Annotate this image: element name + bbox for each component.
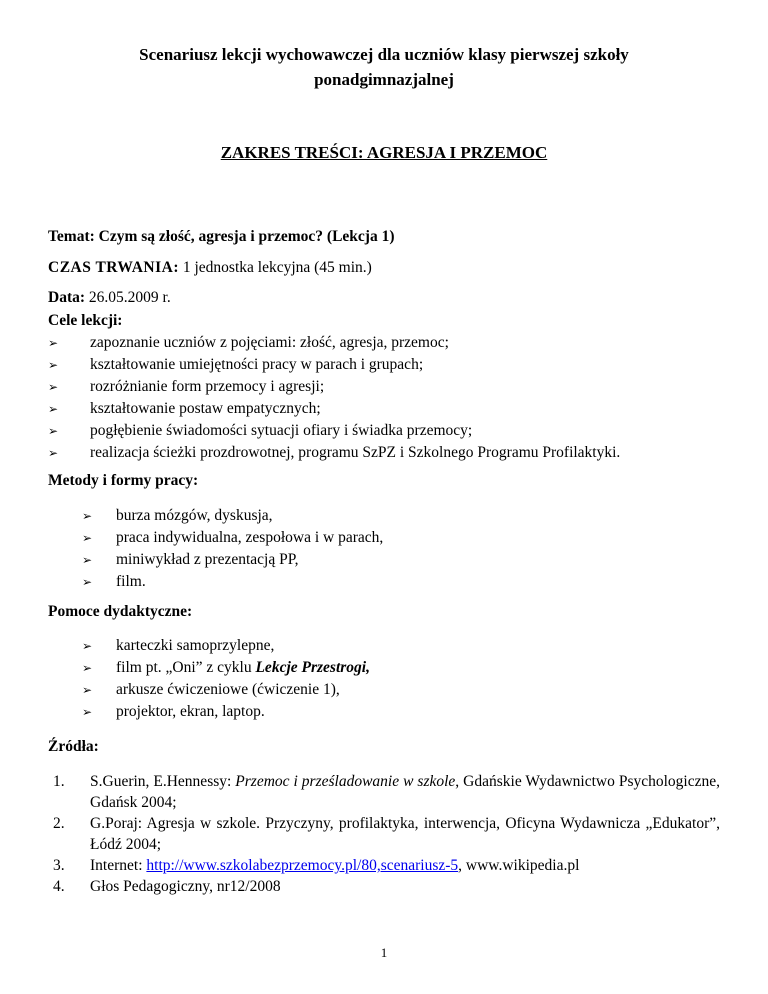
film-series-title: Lekcje Przestrogi, — [255, 659, 370, 676]
date-label: Data: — [48, 289, 86, 306]
list-item: ➢ pogłębienie świadomości sytuacji ofiary i świadka przemocy; — [48, 420, 620, 442]
list-item: ➢ kształtowanie umiejętności pracy w parach i grupach; — [48, 354, 620, 376]
sources-list — [48, 771, 720, 897]
source-link[interactable]: http://www.szkolabezprzemocy.pl/80,scenariusz-5 — [146, 857, 459, 874]
arrow-bullet-icon: ➢ — [82, 639, 93, 653]
arrow-bullet-icon: ➢ — [82, 509, 93, 523]
goals-list — [48, 332, 620, 464]
arrow-bullet-icon: ➢ — [82, 531, 93, 545]
page-number: 1 — [380, 945, 388, 960]
aids-list — [82, 635, 370, 723]
list-item: ➢ arkusze ćwiczeniowe (ćwiczenie 1), — [82, 679, 370, 701]
list-item: ➢ zapoznanie uczniów z pojęciami: złość, agresja, przemoc; — [48, 332, 620, 354]
arrow-bullet-icon: ➢ — [82, 705, 93, 719]
list-item: ➢ miniwykład z prezentacją PP, — [82, 549, 383, 571]
list-item: ➢ rozróżnianie form przemocy i agresji; — [48, 376, 620, 398]
arrow-bullet-icon: ➢ — [48, 380, 59, 394]
list-item: 2. G.Poraj: Agresja w szkole. Przyczyny, profilaktyka, interwencja, Oficyna Wydawnicza „Edukator”, Łódź 2004; — [53, 815, 720, 853]
arrow-bullet-icon: ➢ — [48, 358, 59, 372]
duration-value: 1 jednostka lekcyjna (45 min.) — [178, 259, 372, 276]
arrow-bullet-icon: ➢ — [82, 575, 93, 589]
date-value: 26.05.2009 r. — [85, 289, 171, 306]
document-title — [60, 42, 708, 92]
list-item: ➢ realizacja ścieżki prozdrowotnej, programu SzPZ i Szkolnego Programu Profilaktyki. — [48, 442, 620, 464]
list-item: ➢ karteczki samoprzylepne, — [82, 635, 370, 657]
methods-heading: Metody i formy pracy: — [48, 472, 199, 489]
title-line-1: Scenariusz lekcji wychowawczej dla uczniów klasy pierwszej szkoły — [139, 45, 629, 64]
list-item: 4. Głos Pedagogiczny, nr12/2008 — [53, 878, 281, 895]
arrow-bullet-icon: ➢ — [82, 683, 93, 697]
date-line — [48, 289, 171, 307]
duration-label: CZAS TRWANIA: — [48, 259, 179, 276]
aids-heading: Pomoce dydaktyczne: — [48, 603, 193, 620]
list-item: ➢ burza mózgów, dyskusja, — [82, 505, 383, 527]
list-item: 3. Internet: http://www.szkolabezprzemocy.pl/80,scenariusz-5, www.wikipedia.pl — [53, 857, 580, 874]
methods-list — [82, 505, 383, 593]
goals-heading: Cele lekcji: — [48, 312, 123, 329]
arrow-bullet-icon: ➢ — [48, 424, 59, 438]
duration-line — [48, 259, 372, 277]
arrow-bullet-icon: ➢ — [48, 446, 59, 460]
list-item: ➢ kształtowanie postaw empatycznych; — [48, 398, 620, 420]
topic-line: Temat: Czym są złość, agresja i przemoc? (Lekcja 1) — [48, 228, 395, 245]
scope-heading: ZAKRES TREŚCI: AGRESJA I PRZEMOC — [220, 143, 548, 162]
arrow-bullet-icon: ➢ — [82, 661, 93, 675]
title-line-2: ponadgimnazjalnej — [314, 70, 454, 89]
list-item: ➢ film pt. „Oni” z cyklu Lekcje Przestrogi, — [82, 657, 370, 679]
list-item: ➢ film. — [82, 571, 383, 593]
list-item: 1. S.Guerin, E.Hennessy: Przemoc i prześladowanie w szkole, Gdańskie Wydawnictwo Psychologiczne, Gdańsk 2004; — [53, 773, 720, 811]
arrow-bullet-icon: ➢ — [48, 336, 59, 350]
arrow-bullet-icon: ➢ — [82, 553, 93, 567]
list-item: ➢ praca indywidualna, zespołowa i w parach, — [82, 527, 383, 549]
sources-heading: Źródła: — [48, 738, 99, 755]
arrow-bullet-icon: ➢ — [48, 402, 59, 416]
list-item: ➢ projektor, ekran, laptop. — [82, 701, 370, 723]
